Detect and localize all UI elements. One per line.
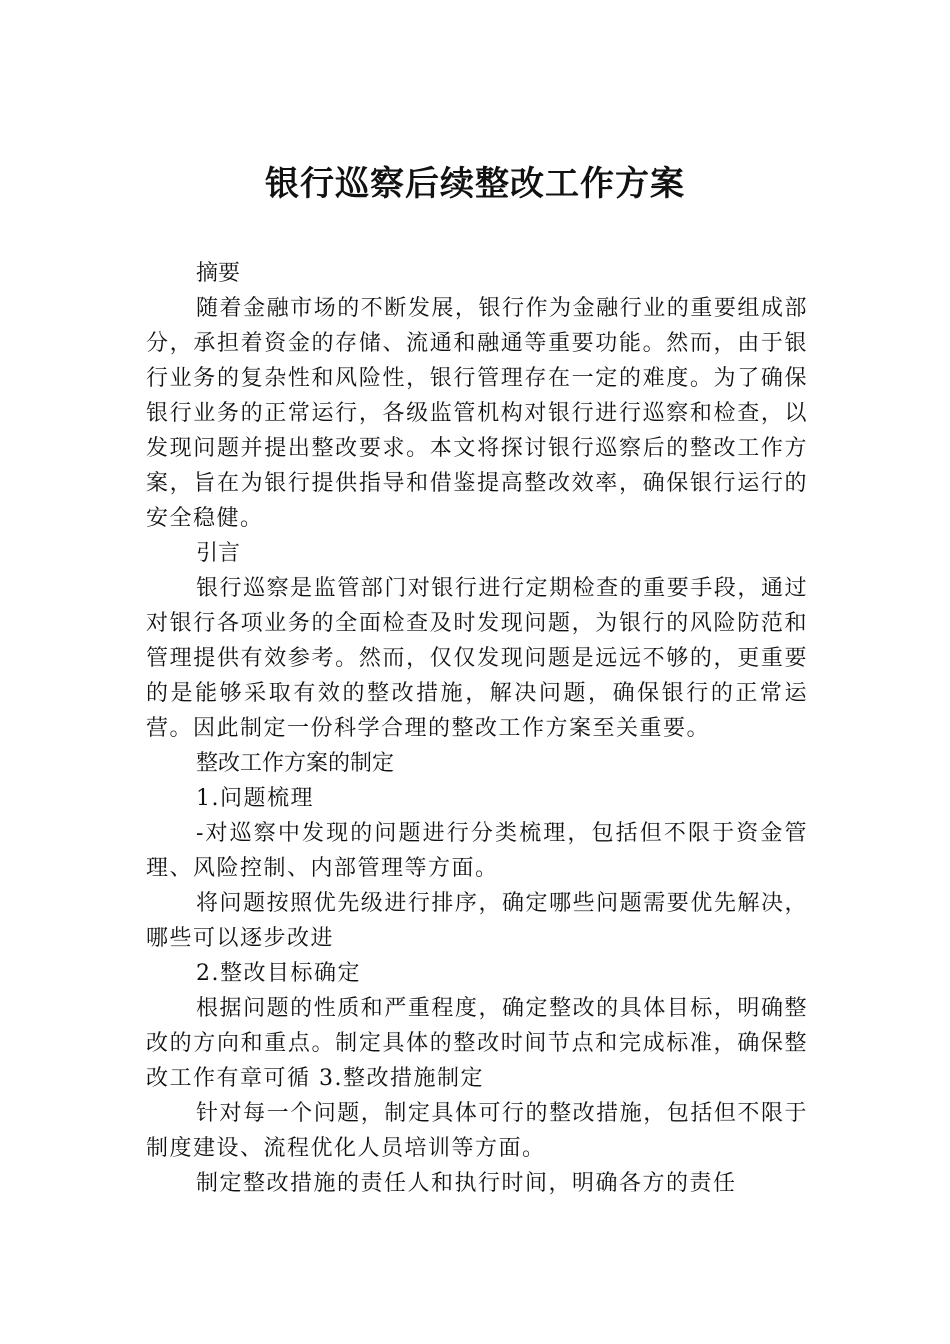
- paragraph-problem-classification: -对巡察中发现的问题进行分类梳理，包括但不限于资金管理、风险控制、内部管理等方面。: [146, 821, 808, 881]
- section-heading-abstract: 摘要: [196, 261, 241, 286]
- paragraph-introduction: 银行巡察是监管部门对银行进行定期检查的重要手段，通过对银行各项业务的全面检查及时发现问题，为银行的风险防范和管理提供有效参考。然而，仅仅发现问题是远远不够的，更重要的是能够采取有效的整改措施，解决问题，确保银行的正常运营。因此制定一份科学合理的整改工作方案至关重要。: [146, 576, 808, 741]
- document-title: 银行巡察后续整改工作方案: [265, 164, 685, 204]
- list-item-problem-sorting: 1.问题梳理: [196, 786, 314, 811]
- paragraph-problem-priority: 将问题按照优先级进行排序，确定哪些问题需要优先解决，哪些可以逐步改进: [146, 891, 808, 951]
- section-heading-introduction: 引言: [196, 541, 241, 566]
- paragraph-target-details: 根据问题的性质和严重程度，确定整改的具体目标，明确整改的方向和重点。制定具体的整改时间节点和完成标准，确保整改工作有章可循 3.整改措施制定: [146, 996, 808, 1091]
- paragraph-measures: 针对每一个问题，制定具体可行的整改措施，包括但不限于制度建设、流程优化人员培训等方面。: [146, 1101, 808, 1161]
- paragraph-responsibility: 制定整改措施的责任人和执行时间，明确各方的责任: [196, 1171, 737, 1196]
- list-item-target-setting: 2.整改目标确定: [196, 961, 361, 986]
- paragraph-abstract: 随着金融市场的不断发展，银行作为金融行业的重要组成部分，承担着资金的存储、流通和融通等重要功能。然而，由于银行业务的复杂性和风险性，银行管理存在一定的难度。为了确保银行业务的正常运行，各级监管机构对银行进行巡察和检查，以发现问题并提出整改要求。本文将探讨银行巡察后的整改工作方案，旨在为银行提供指导和借鉴提高整改效率，确保银行运行的安全稳健。: [146, 296, 808, 531]
- document-body: [146, 256, 808, 1201]
- section-heading-plan: 整改工作方案的制定: [196, 751, 395, 776]
